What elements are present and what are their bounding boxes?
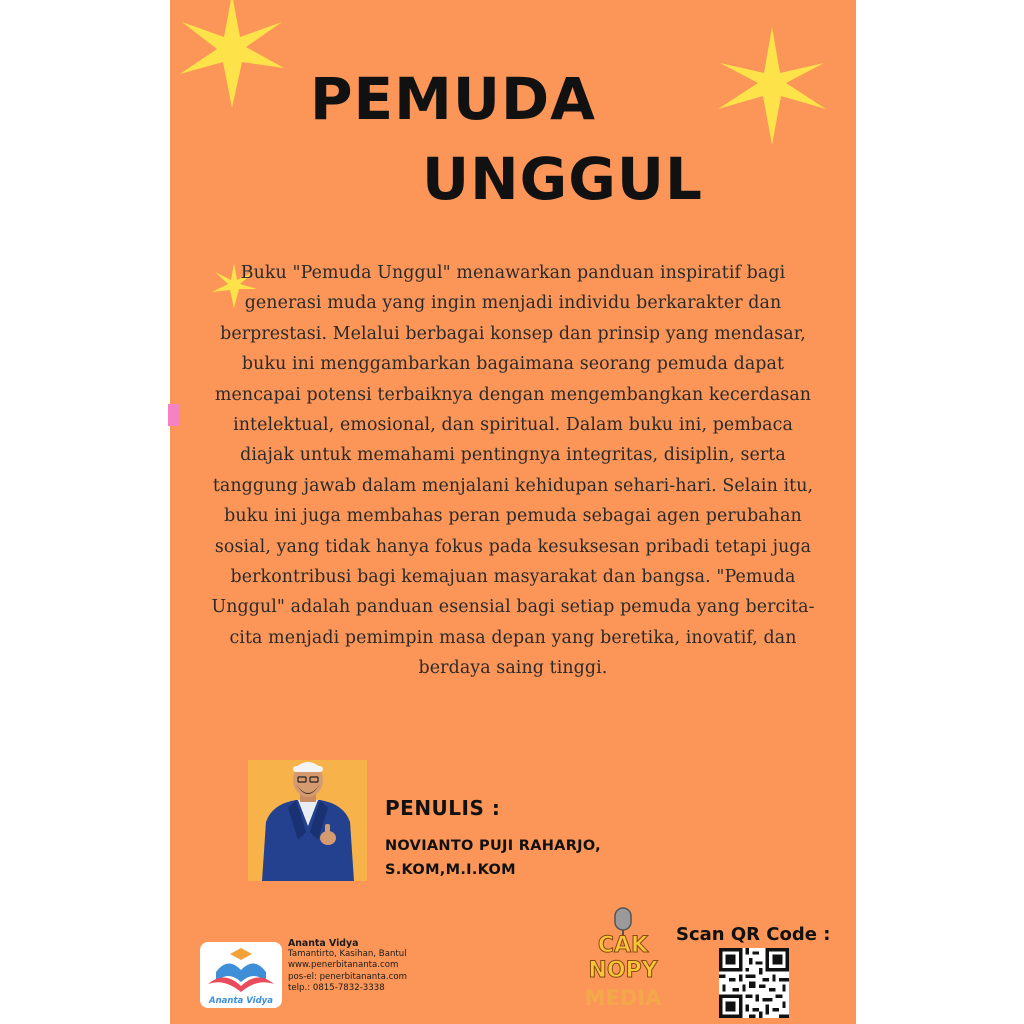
book-back-cover (170, 0, 856, 1024)
publisher-info (288, 938, 438, 994)
qr-code-icon[interactable] (719, 948, 789, 1018)
publisher-address: Tamantirto, Kasihan, Bantul (288, 949, 407, 960)
writer-label: PENULIS : (385, 796, 501, 820)
book-title-line-2: UNGGUL (422, 145, 703, 213)
publisher-phone: telp.: 0815-7832-3338 (288, 982, 385, 993)
media-logo-line-3: MEDIA (584, 986, 662, 1010)
author-degree: S.KOM,M.I.KOM (385, 862, 516, 878)
publisher-logo (200, 942, 282, 1008)
star-icon (172, 0, 292, 112)
book-title-line-1: PEMUDA (310, 65, 596, 133)
star-icon (710, 25, 834, 149)
publisher-name: Ananta Vidya (288, 938, 359, 949)
media-logo-line-1: CAK (597, 933, 649, 958)
publisher-logo-text: Ananta Vidya (209, 996, 273, 1006)
qr-label: Scan QR Code : (676, 924, 831, 945)
edge-marker (168, 404, 180, 426)
author-name: NOVIANTO PUJI RAHARJO, (385, 838, 601, 854)
book-synopsis: Buku "Pemuda Unggul" menawarkan panduan inspiratif bagi generasi muda yang ingin menjadi individu berkarakter dan berprestasi. Melalui berbagai konsep dan prinsip yang mendasar, buku ini menggambarkan bagaimana seorang pemuda dapat mencapai potensi terbaiknya dengan mengembangkan kecerdasan intelektual, emosional, dan spiritual. Dalam buku ini, pembaca diajak untuk memahami pentingnya integritas, disiplin, serta tanggung jawab dalam menjalani kehidupan sehari-hari. Selain itu, buku ini juga membahas peran pemuda sebagai agen perubahan sosial, yang tidak hanya fokus pada kesuksesan pribadi tetapi juga berkontribusi bagi kemajuan masyarakat dan bangsa. "Pemuda Unggul" adalah panduan esensial bagi setiap pemuda yang bercita-cita menjadi pemimpin masa depan yang beretika, inovatif, dan berdaya saing tinggi. (211, 263, 815, 679)
publisher-email: pos-el: penerbitananta.com (288, 971, 407, 982)
media-logo-line-2: NOPY (588, 958, 658, 983)
publisher-website: www.penerbitananta.com (288, 960, 399, 971)
author-photo (248, 760, 367, 881)
media-logo (568, 900, 678, 1012)
